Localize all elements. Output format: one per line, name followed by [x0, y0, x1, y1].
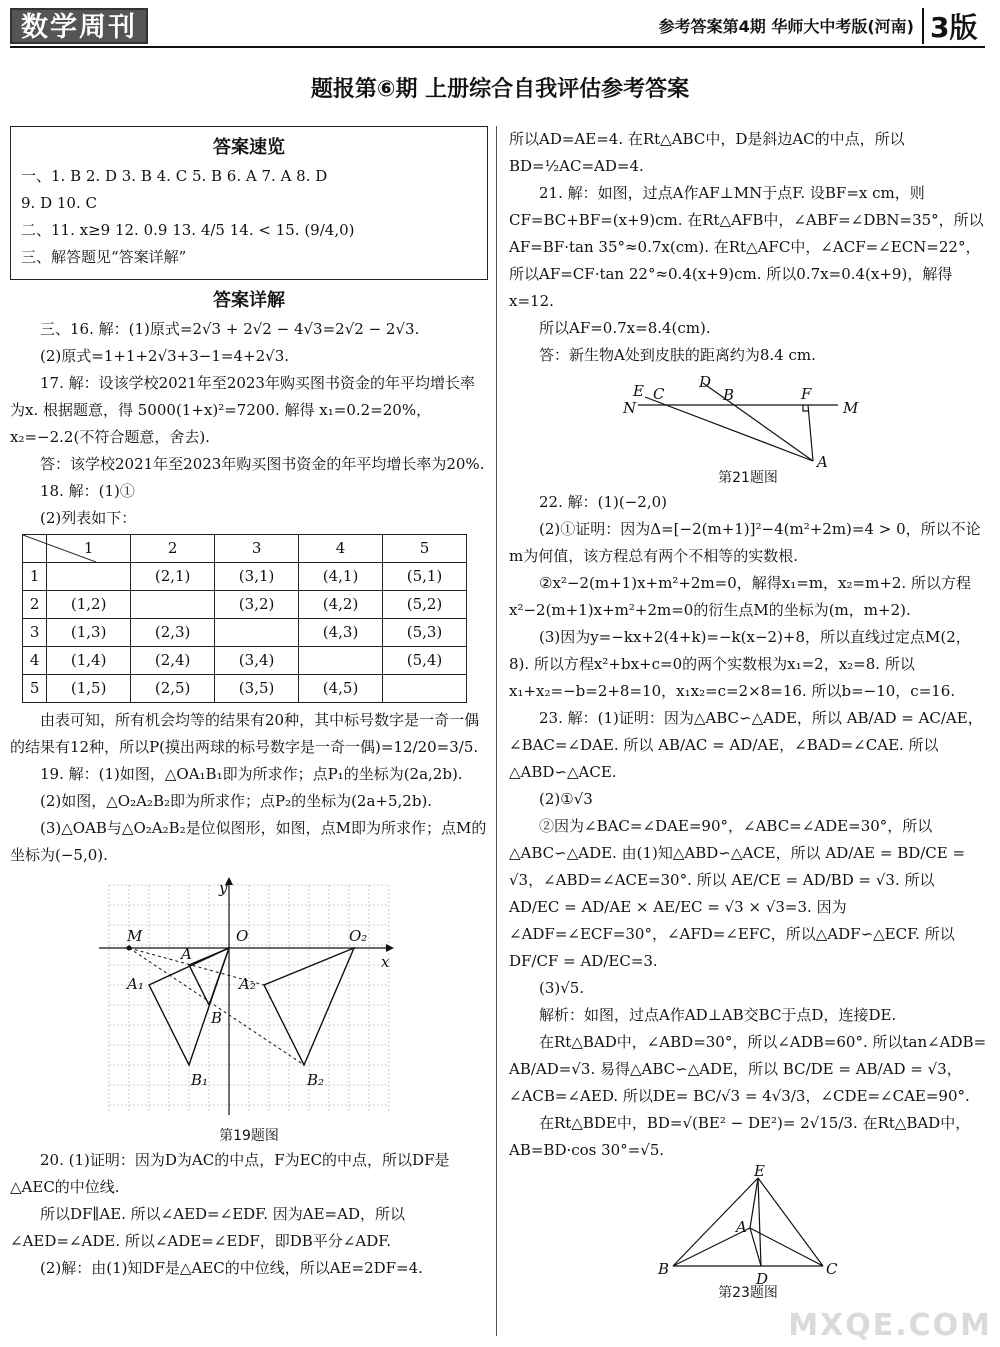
table-cell: (3,4): [215, 647, 299, 675]
table-col-header: 4: [299, 535, 383, 563]
figure-19-caption: 第19题图: [219, 1128, 279, 1144]
fig21-label-d: D: [699, 373, 712, 391]
fig21-label-e: E: [633, 382, 644, 400]
fig23-label-e: E: [754, 1162, 765, 1180]
fig19-label-o: O: [236, 927, 249, 945]
answer-22a: 22. 解：(1)(−2,0): [539, 493, 667, 511]
figure-21-caption: 第21题图: [718, 470, 778, 486]
answer-21c: 答：新生物A处到皮肤的距离约为8.4 cm.: [539, 346, 816, 364]
table-row-label: 5: [23, 675, 47, 703]
quick-line-3: 二、11. x≥9 12. 0.9 13. 4/5 14. < 15. (9/4,0): [21, 221, 355, 239]
fig19-label-y: y: [219, 879, 228, 897]
quick-answers-title: 答案速览: [213, 137, 285, 158]
fig19-label-a: A: [181, 945, 192, 963]
quick-line-1: 一、1. B 2. D 3. B 4. C 5. B 6. A 7. A 8. D: [21, 167, 328, 185]
figure-19-drawing: [99, 875, 399, 1123]
watermark: MXQE.COM: [788, 1308, 992, 1343]
table-row: [23, 619, 467, 647]
fig23-label-d: D: [756, 1270, 769, 1288]
table-col-header: 3: [215, 535, 299, 563]
edition-label: 3版: [930, 11, 978, 44]
table-row-label: 3: [23, 619, 47, 647]
table-cell: [299, 647, 383, 675]
header-divider: [922, 8, 924, 44]
table-cell: (5,3): [383, 619, 467, 647]
table-cell: (2,5): [131, 675, 215, 703]
fig21-label-c: C: [653, 385, 665, 403]
answer-18a: 18. 解：(1)①: [40, 482, 135, 500]
answer-22d: (3)因为y=−kx+2(4+k)=−k(x−2)+8，所以直线过定点M(2，8). 所以方程x²+bx+c=0的两个实数根为x₁=2，x₂=8. 所以x₁+x₂=−b=2+8=10，x₁x₂=c=2×8=16. 所以b=−10，c=16.: [509, 628, 971, 700]
table-cell: (5,1): [383, 563, 467, 591]
table-col-header: 5: [383, 535, 467, 563]
table-cell: (3,2): [215, 591, 299, 619]
table-row: [23, 675, 467, 703]
fig23-label-a: A: [736, 1218, 747, 1236]
fig19-label-m: M: [127, 927, 143, 945]
fig23-label-b: B: [658, 1260, 670, 1278]
table-cell: (1,3): [47, 619, 131, 647]
brand-logo: 数学周刊: [10, 8, 148, 44]
answer-17a: 17. 解：设该学校2021年至2023年购买图书资金的年平均增长率为x. 根据题意，得 5000(1+x)²=7200. 解得 x₁=0.2=20%，x₂=−2.2(不符合题意，舍去).: [10, 374, 475, 446]
table-cell: (4,5): [299, 675, 383, 703]
table-cell: (1,2): [47, 591, 131, 619]
left-column: [10, 126, 488, 1282]
fig21-label-f: F: [801, 385, 812, 403]
table-cell: (2,4): [131, 647, 215, 675]
answer-23f: 在Rt△BAD中，∠ABD=30°，所以∠ADB=60°. 所以tan∠ADB= AB/AD=√3. 易得△ABC∽△ADE，所以 BC/DE = AB/AD = √3，∠ACB=∠AED. 所以DE= BC/√3 = 4√3/3，∠CDE=∠CAE=90°.: [509, 1033, 987, 1105]
table-row: [23, 563, 467, 591]
answer-20c: (2)解：由(1)知DF是△AEC的中位线，所以AE=2DF=4.: [40, 1259, 423, 1277]
table-col-header: 1: [47, 535, 131, 563]
table-row: [23, 591, 467, 619]
fig19-label-b: B: [211, 1009, 223, 1027]
answer-21a: 21. 解：如图，过点A作AF⊥MN于点F. 设BF=x cm，则CF=BC+BF=(x+9)cm. 在Rt△AFB中，∠ABF=∠DBN=35°，所以AF=BF·tan 35°≈0.7x(cm). 在Rt△AFC中，∠ACF=∠ECN=22°，所以AF=CF·tan 22°≈0.4(x+9)cm. 所以0.7x=0.4(x+9)，解得x=12.: [509, 184, 984, 310]
table-row-label: 4: [23, 647, 47, 675]
table-cell: (5,2): [383, 591, 467, 619]
table-cell: (3,1): [215, 563, 299, 591]
fig19-label-a1: A₁: [127, 975, 144, 993]
corner-diagonal: [23, 535, 96, 562]
column-divider: [496, 126, 497, 1336]
fig23-label-c: C: [826, 1260, 838, 1278]
detail-title: 答案详解: [213, 290, 285, 311]
fig21-label-b: B: [723, 386, 735, 404]
table-row: [23, 647, 467, 675]
table-cell: [131, 591, 215, 619]
table-cell: (5,4): [383, 647, 467, 675]
table-cell: (2,3): [131, 619, 215, 647]
table-cell: (4,1): [299, 563, 383, 591]
answer-18b: (2)列表如下：: [40, 509, 137, 527]
table-cell: [47, 563, 131, 591]
table-corner: [23, 535, 47, 563]
answer-23c: ②因为∠BAC=∠DAE=90°，∠ABC=∠ADE=30°，所以△ABC∽△ADE. 由(1)知△ABD∽△ACE，所以 AD/AE = BD/CE = √3，∠ABD=∠ACE=30°. 所以 AE/CE = AD/BD = √3. 所以 AD/EC = AD/AE × AE/EC = √3 × √3=3. 因为∠ADF=∠ECF=30°，∠AFD=∠EFC，所以△ADF∽△ECF. 所以 DF/CF = AD/EC=3.: [509, 817, 966, 970]
answer-22c: ②x²−2(m+1)x+m²+2m=0，解得x₁=m，x₂=m+2. 所以方程x²−2(m+1)x+m²+2m=0的衍生点M的坐标为(m，m+2).: [509, 574, 971, 619]
answer-19c: (3)△OAB与△O₂A₂B₂是位似图形，如图，点M即为所求作；点M的坐标为(−5,0).: [10, 819, 487, 864]
answer-23b: (2)①√3: [539, 790, 593, 808]
answer-19b: (2)如图，△O₂A₂B₂即为所求作；点P₂的坐标为(2a+5,2b).: [40, 792, 433, 810]
answer-22b: (2)①证明：因为Δ=[−2(m+1)]²−4(m²+2m)=4 > 0，所以不论m为何值，该方程总有两个不相等的实数根.: [509, 520, 981, 565]
table-cell: (4,2): [299, 591, 383, 619]
fig19-label-x: x: [381, 953, 390, 971]
answer-17b: 答：该学校2021年至2023年购买图书资金的年平均增长率为20%.: [40, 455, 485, 473]
page-title: 题报第⑥期 上册综合自我评估参考答案: [310, 77, 690, 102]
answer-20a: 20. (1)证明：因为D为AC的中点，F为EC的中点，所以DF是△AEC的中位线.: [10, 1151, 450, 1196]
answer-16a: 三、16. 解：(1)原式=2√3 + 2√2 − 4√3=2√2 − 2√3.: [40, 320, 420, 338]
fig21-label-m: M: [843, 399, 859, 417]
answer-21b: 所以AF=0.7x=8.4(cm).: [539, 319, 711, 337]
figure-21: [623, 373, 873, 471]
table-cell: (1,4): [47, 647, 131, 675]
table-header-row: [23, 535, 467, 563]
quick-line-4: 三、解答题见“答案详解”: [21, 248, 187, 266]
answer-19a: 19. 解：(1)如图，△OA₁B₁即为所求作；点P₁的坐标为(2a,2b).: [40, 765, 463, 783]
fig19-label-a2: A₂: [239, 975, 256, 993]
answer-20b: 所以DF∥AE. 所以∠AED=∠EDF. 因为AE=AD，所以∠AED=∠ADE. 所以∠ADE=∠EDF，即DB平分∠ADF.: [10, 1205, 405, 1250]
right-column: [509, 126, 987, 1304]
fig21-label-a: A: [817, 453, 828, 471]
table-cell: (3,5): [215, 675, 299, 703]
answer-20d: 所以AD=AE=4. 在Rt△ABC中，D是斜边AC的中点，所以BD=½AC=AD=4.: [509, 130, 905, 175]
fig21-label-n: N: [623, 399, 637, 417]
figure-19: [99, 875, 399, 1123]
table-col-header: 2: [131, 535, 215, 563]
answer-16b: (2)原式=1+1+2√3+3−1=4+2√3.: [40, 347, 290, 365]
figure-23-drawing: [658, 1170, 838, 1280]
answer-18c: 由表可知，所有机会均等的结果有20种，其中标号数字是一奇一偶的结果有12种，所以P(摸出两球的标号数字是一奇一偶)=12/20=3/5.: [10, 711, 480, 756]
answer-23d: (3)√5.: [539, 979, 585, 997]
fig19-label-b2: B₂: [307, 1071, 325, 1089]
table-row-label: 1: [23, 563, 47, 591]
quick-line-2: 9. D 10. C: [21, 194, 97, 212]
figure-23: [658, 1162, 838, 1288]
header-info: 参考答案第4期 华师大中考版(河南): [658, 17, 914, 36]
table-cell: [383, 675, 467, 703]
answer-23g: 在Rt△BDE中，BD=√(BE² − DE²)= 2√15/3. 在Rt△BAD中，AB=BD·cos 30°=√5.: [509, 1114, 971, 1159]
fig19-label-o2: O₂: [349, 927, 368, 945]
table-cell: (1,5): [47, 675, 131, 703]
table-cell: (4,3): [299, 619, 383, 647]
outcome-table: [22, 534, 467, 703]
figure-23-caption: 第23题图: [718, 1285, 778, 1301]
answer-23a: 23. 解：(1)证明：因为△ABC∽△ADE，所以 AB/AD = AC/AE，∠BAC=∠DAE. 所以 AB/AC = AD/AE，∠BAD=∠CAE. 所以△ABD∽△ACE.: [509, 709, 983, 781]
table-cell: [215, 619, 299, 647]
table-row-label: 2: [23, 591, 47, 619]
header-rule: [10, 46, 985, 48]
quick-answers-box: [10, 126, 488, 280]
fig19-label-b1: B₁: [191, 1071, 209, 1089]
table-cell: (2,1): [131, 563, 215, 591]
answer-23e: 解析：如图，过点A作AD⊥AB交BC于点D，连接DE.: [539, 1006, 897, 1024]
